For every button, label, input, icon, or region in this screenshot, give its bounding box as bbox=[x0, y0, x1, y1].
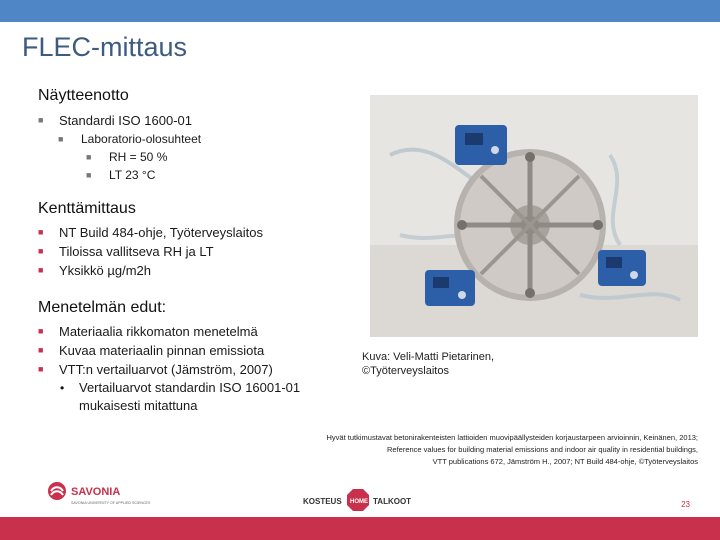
bullet-icon: ■ bbox=[86, 170, 92, 180]
bullet-icon: ■ bbox=[38, 115, 44, 125]
bullet-lab-conditions: ■ Laboratorio-olosuhteet bbox=[58, 132, 202, 146]
bullet-rh: ■ RH = 50 % bbox=[86, 150, 168, 164]
svg-text:SAVONIA: SAVONIA bbox=[71, 486, 121, 498]
svg-text:HOME: HOME bbox=[350, 499, 368, 505]
bullet-icon: ■ bbox=[38, 265, 44, 275]
bullet-icon: ■ bbox=[38, 227, 44, 237]
top-accent-bar bbox=[0, 0, 720, 22]
savonia-logo bbox=[46, 480, 166, 514]
section-heading-field: Kenttämittaus bbox=[38, 200, 136, 217]
bullet-icon: • bbox=[60, 381, 65, 395]
bullet-unit: ■ Yksikkö µg/m2h bbox=[38, 263, 152, 278]
bullet-reference-values: • Vertailuarvot standardin ISO 16001-01 mukaisesti mitattuna bbox=[60, 380, 301, 413]
bullet-surface-emission: ■ Kuvaa materiaalin pinnan emissiota bbox=[38, 343, 265, 358]
bullet-icon: ■ bbox=[38, 326, 44, 336]
references: Hyvät tutkimustavat betonirakenteisten lattioiden muovipäällysteiden korjaustarpeen arvioinnin, Keinänen, 2013; Reference values for building material emissions and indoor air quality in residential buildings, VTT publications 672, Jämström H., 2007; NT Build 484-ohje, ©Työterveyslaitos bbox=[326, 433, 698, 466]
slide-body bbox=[38, 86, 383, 415]
bullet-standard: ■ Standardi ISO 1600-01 bbox=[38, 113, 192, 128]
svg-text:TALKOOT: TALKOOT bbox=[373, 497, 412, 506]
page-number: 23 bbox=[681, 500, 690, 509]
bullet-icon: ■ bbox=[38, 246, 44, 256]
section-heading-sampling: Näytteenotto bbox=[38, 87, 129, 104]
section-heading-advantages: Menetelmän edut: bbox=[38, 299, 167, 316]
bullet-icon: ■ bbox=[38, 364, 44, 374]
bullet-ambient: ■ Tiloissa vallitseva RH ja LT bbox=[38, 244, 214, 259]
flec-device-photo bbox=[370, 95, 698, 337]
bullet-temperature: ■ LT 23 °C bbox=[86, 168, 156, 182]
svg-text:SAVONIA UNIVERSITY OF APPLIED: SAVONIA UNIVERSITY OF APPLIED SCIENCES bbox=[71, 501, 151, 505]
bullet-icon: ■ bbox=[86, 152, 92, 162]
slide-title: FLEC-mittaus bbox=[22, 32, 188, 62]
bullet-icon: ■ bbox=[38, 345, 44, 355]
bullet-nt-build: ■ NT Build 484-ohje, Työterveyslaitos bbox=[38, 225, 264, 240]
svg-text:KOSTEUS: KOSTEUS bbox=[303, 497, 342, 506]
kosteus-home-talkoot-logo bbox=[303, 487, 413, 513]
bullet-vtt-reference: ■ VTT:n vertailuarvot (Jämström, 2007) bbox=[38, 362, 273, 377]
bullet-nondestructive: ■ Materiaalia rikkomaton menetelmä bbox=[38, 324, 258, 339]
bottom-accent-bar bbox=[0, 517, 720, 540]
bullet-icon: ■ bbox=[58, 134, 64, 144]
photo-caption: Kuva: Veli-Matti Pietarinen, ©Työterveyslaitos bbox=[362, 351, 495, 377]
